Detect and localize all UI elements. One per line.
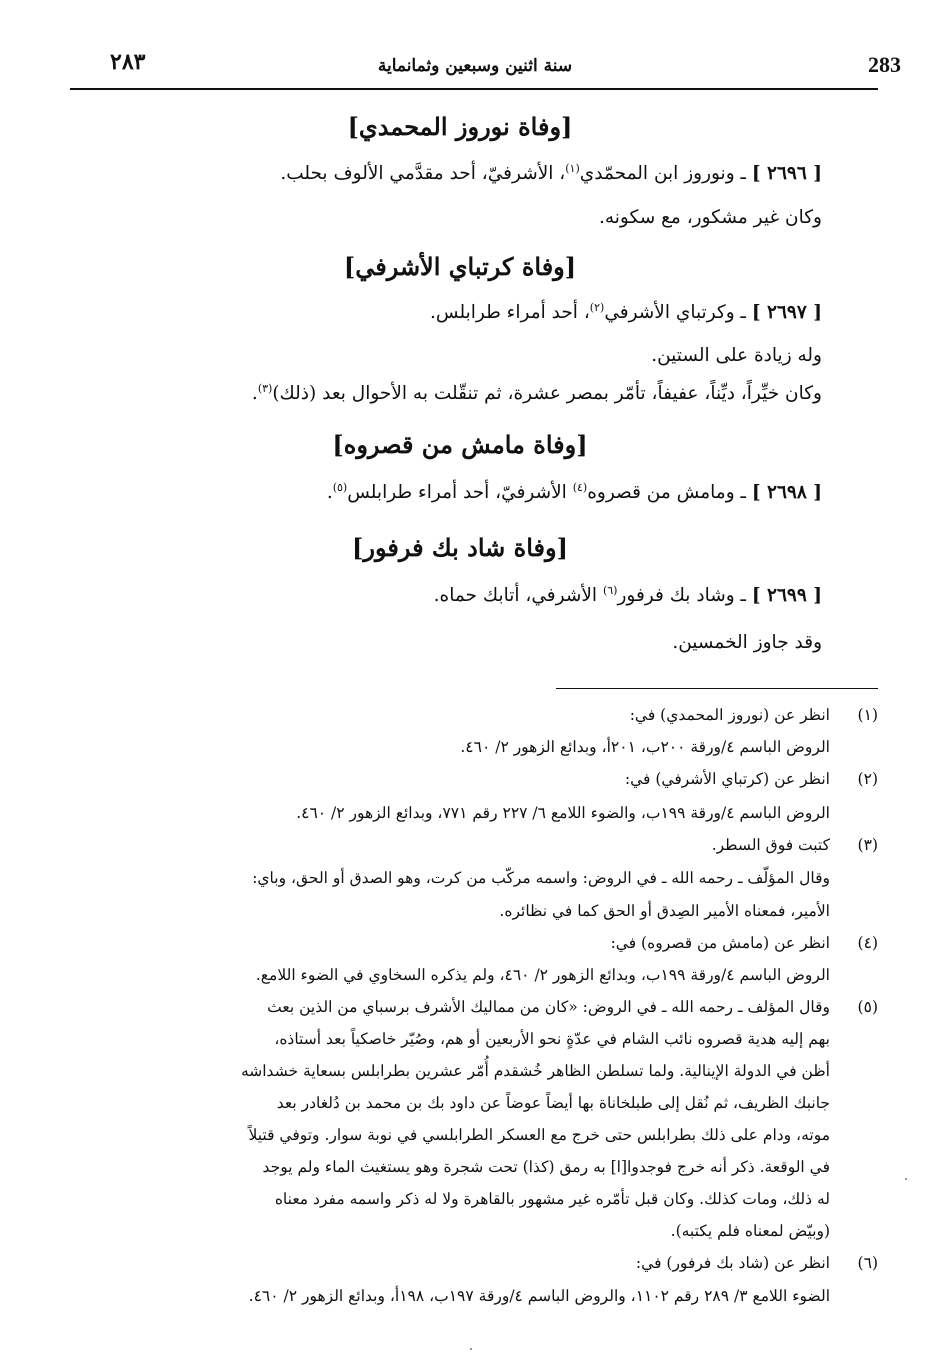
footnote-line: الأمير، فمعناه الأمير الصِدق أو الحق كما في نظائره. — [499, 902, 830, 920]
footnote-ref: (٢) — [589, 300, 605, 314]
entry-line — [430, 302, 822, 323]
footnote-separator — [556, 688, 878, 689]
entry-text: . — [326, 482, 333, 503]
entry-text: ، أحد أمراء طرابلس. — [429, 302, 590, 323]
entry-text: وله زيادة على الستين. — [651, 345, 822, 366]
footnote-mark: (٢) — [857, 770, 878, 788]
entry-number: [ ٢٦٩٨ ] — [751, 482, 822, 503]
footnote-line: كتبت فوق السطر. — [711, 836, 830, 854]
entry-text: . — [251, 383, 258, 404]
entry-text: ـ وشاد بك فرفور — [617, 585, 746, 606]
scan-speck — [470, 1348, 472, 1350]
entry-number: [ ٢٦٩٩ ] — [751, 585, 822, 606]
footnote-line: الضوء اللامع ٣/ ٢٨٩ رقم ١١٠٢، والروض الباسم ٤/ورقة ١٩٧ب، ١٩٨أ، وبدائع الزهور ٢/ ٤٦٠. — [248, 1287, 830, 1305]
footnote-line: وقال المؤلّف ـ رحمه الله ـ في الروض: واسمه مركّب من كرت، وهو الصدق أو الحق، وباي: — [252, 869, 830, 887]
footnote-line: له ذلك، ومات كذلك. وكان قبل تأمّره غير مشهور بالقاهرة ولا له ذكر واسمه مفرد معناه — [274, 1190, 830, 1208]
footnote-mark: (٤) — [857, 934, 878, 952]
entry-text: وقد جاوز الخمسين. — [672, 632, 822, 653]
header-rule — [70, 88, 878, 90]
section-heading: [وفاة كرتباي الأشرفي] — [343, 252, 577, 281]
entry-text: ـ وكرتباي الأشرفي — [604, 302, 746, 323]
entry-text: وكان غير مشكور، مع سكونه. — [598, 207, 822, 228]
footnote-mark: (١) — [857, 706, 878, 724]
page-number-latin: 283 — [868, 52, 901, 77]
footnote-line: في الوقعة. ذكر أنه خرج فوجدوا[ا] به رمق (كذا) تحت شجرة وهو يستغيث الماء ولم يوجد — [262, 1158, 830, 1176]
section-heading: [وفاة نوروز المحمدي] — [347, 112, 573, 141]
entry-text: الأشرفي، أتابك حماه. — [433, 585, 603, 606]
footnote-ref: (٣) — [257, 381, 273, 395]
entry-line — [651, 345, 822, 366]
footnote-line: انظر عن (شاد بك فرفور) في: — [635, 1254, 830, 1272]
footnote-line: الروض الباسم ٤/ورقة ٢٠٠ب، ٢٠١أ، وبدائع الزهور ٢/ ٤٦٠. — [460, 738, 830, 756]
footnote-mark: (٦) — [857, 1254, 878, 1272]
footnote-line: الروض الباسم ٤/ورقة ١٩٩ب، وبدائع الزهور ٢/ ٤٦٠، ولم يذكره السخاوي في الضوء اللامع. — [255, 966, 830, 984]
scan-speck — [905, 1178, 907, 1180]
entry-line — [252, 383, 822, 404]
entry-number: [ ٢٦٩٧ ] — [751, 302, 822, 323]
footnote-ref: (٥) — [332, 480, 348, 494]
footnote-line: موته، ودام على ذلك بطرابلس حتى خرج مع العسكر الطرابلسي في نوبة سوار. وتوفي قتيلاً — [248, 1126, 830, 1144]
entry-text: ـ ونوروز ابن المحمّدي — [579, 163, 746, 184]
footnote-line: أظن في الدولة الإينالية. ولما تسلطن الظاهر خُشقدم أُمّر عشرين بطرابلس بسعاية خشداشه — [240, 1062, 830, 1080]
page-number-arabic: ٢٨٣ — [110, 49, 146, 75]
section-heading: [وفاة مامش من قصروه] — [332, 430, 588, 459]
footnote-line: وقال المؤلف ـ رحمه الله ـ في الروض: «كان من مماليك الأشرف برسباي من الذين بعث — [267, 998, 830, 1016]
footnote-line: انظر عن (نوروز المحمدي) في: — [629, 706, 830, 724]
footnote-line: الروض الباسم ٤/ورقة ١٩٩ب، والضوء اللامع ٦/ ٢٢٧ رقم ٧٧١، وبدائع الزهور ٢/ ٤٦٠. — [296, 804, 830, 822]
footnote-line: انظر عن (مامش من قصروه) في: — [610, 934, 830, 952]
entry-line — [599, 207, 822, 228]
section-heading: [وفاة شاد بك فرفور] — [352, 533, 568, 562]
footnote-ref: (٦) — [602, 583, 618, 597]
footnote-ref: (١) — [565, 161, 580, 175]
entry-line — [327, 482, 822, 503]
entry-line — [672, 632, 822, 653]
entry-text: ـ ومامش من قصروه — [587, 482, 746, 503]
entry-line — [280, 163, 822, 184]
footnote-mark: (٣) — [857, 836, 878, 854]
entry-number: [ ٢٦٩٦ ] — [751, 163, 822, 184]
running-title: سنة اثنين وسبعين وثمانماية — [377, 56, 573, 76]
footnote-line: (وبيّض لمعناه فلم يكتبه). — [670, 1222, 830, 1240]
footnote-ref: (٤) — [572, 480, 588, 494]
footnote-mark: (٥) — [857, 998, 878, 1016]
footnote-line: انظر عن (كرتباي الأشرفي) في: — [624, 770, 830, 788]
entry-text: وكان خيِّراً، ديِّناً، عفيفاً، تأمّر بمصر عشرة، ثم تنقّلت به الأحوال بعد (ذلك) — [272, 383, 822, 404]
entry-text: ، الأشرفيّ، أحد مقدَّمي الألوف بحلب. — [280, 163, 566, 184]
footnote-line: بهم إليه هدية قصروه نائب الشام في عدّةٍ نحو الأربعين أو هم، وصُيّر خاصكياً بعد أستاذه، — [274, 1030, 830, 1048]
footnote-line: جانبك الظريف، ثم نُقل إلى طبلخاناة بها أيضاً عوضاً عن داود بك بن محمد بن دُلغادر بعد — [276, 1094, 830, 1112]
entry-line — [434, 585, 822, 606]
entry-text: الأشرفيّ، أحد أمراء طرابلس — [347, 482, 573, 503]
